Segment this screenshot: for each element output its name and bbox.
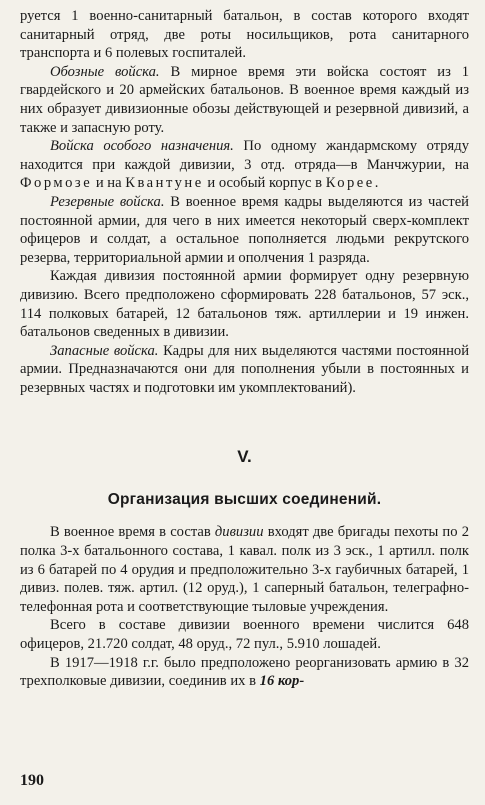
text-special-troops: По одному жандармскому отряду находится при каждой дивизии, 3 отд. отряда—в Манчжурии, на (20, 138, 469, 173)
heading-transport-troops: Обозные войска. (50, 63, 160, 80)
text-division-2: входят две бригады пехоты по 2 полка 3-х батальонного состава, 1 кавал. полк из 3 эск., 1 артилл. полк из 6 батарей по 4 орудия и предположительно 3-х гаубичных батарей, 1 дивиз. полев. тяж. артил. (12 оруд.), 1 саперный батальон, телеграфно-телефонная рота и соответствующие тыловые учреждения. (20, 524, 469, 615)
place-korea: Корее (325, 175, 375, 192)
text-reserve-troops: В военное время кадры выделяются из частей постоянной армии, для чего в них имеется некоторый сверх-комплект офицеров и солдат, а остальное пополняется людьми рекрутского резерва, территориальной армии и ополчения 1 разряда. (20, 193, 469, 266)
heading-reserve-troops: Резервные войска. (50, 193, 165, 210)
heading-special-troops: Войска особого назначения. (50, 138, 234, 155)
place-formosa: Формозе (20, 175, 93, 192)
term-division: дивизии (214, 524, 264, 541)
text-special-troops-2: и на (92, 175, 126, 192)
paragraph-special-troops (20, 137, 469, 193)
text-transport-troops: В мирное время эти войска состоят из 1 гвардейского и 20 армейских батальонов. В военное время каждый из них образует дивизионные обозы действующей и резервной дивизий, а также и запасную роту. (20, 63, 470, 136)
paragraph-reorganization (20, 654, 469, 691)
paragraph-medical-battalion: руется 1 военно-санитарный батальон, в состав которого входят санитарный отряд, две роты носильщиков, рота санитарного транспорта и 6 полевых госпиталей. (20, 8, 469, 62)
place-kwantung: Квантуне (125, 175, 204, 192)
paragraph-division-composition (20, 523, 469, 616)
text-reorganization: В 1917—1918 г.г. было предположено реорганизовать армию в 32 трехполковые дивизии, соединив их в (20, 654, 469, 690)
text-division-1: В военное время в состав (50, 524, 215, 541)
section-numeral: V. (237, 447, 252, 467)
page-number: 190 (20, 772, 44, 789)
term-corps: 16 кор- (259, 673, 305, 690)
text-special-troops-3: и особый корпус в (203, 175, 326, 192)
text-special-troops-4: . (374, 175, 379, 192)
paragraph-division-totals: Всего в составе дивизии военного времени числится 648 офицеров, 21.720 солдат, 48 оруд., 72 пул., 5.910 лошадей. (20, 617, 469, 653)
paragraph-transport-troops (20, 63, 469, 137)
section-title: Организация высших соединений. (107, 491, 382, 509)
paragraph-reserve-troops (20, 193, 469, 267)
paragraph-depot-troops (20, 342, 469, 398)
paragraph-reserve-divisions: Каждая дивизия постоянной армии формирует одну резервную дивизию. Всего предположено сформировать 228 батальонов, 57 эск., 114 полковых батарей, 12 батальонов тяж. артиллерии и 19 инжен. батальонов сведенных в дивизии. (20, 268, 469, 341)
text-depot-troops: Кадры для них выделяются частями постоянной армии. Предназначаются они для пополнения убыли в постоянных и резервных частях и подготовки им укомплектований). (20, 342, 469, 396)
heading-depot-troops: Запасные войска. (50, 342, 159, 359)
